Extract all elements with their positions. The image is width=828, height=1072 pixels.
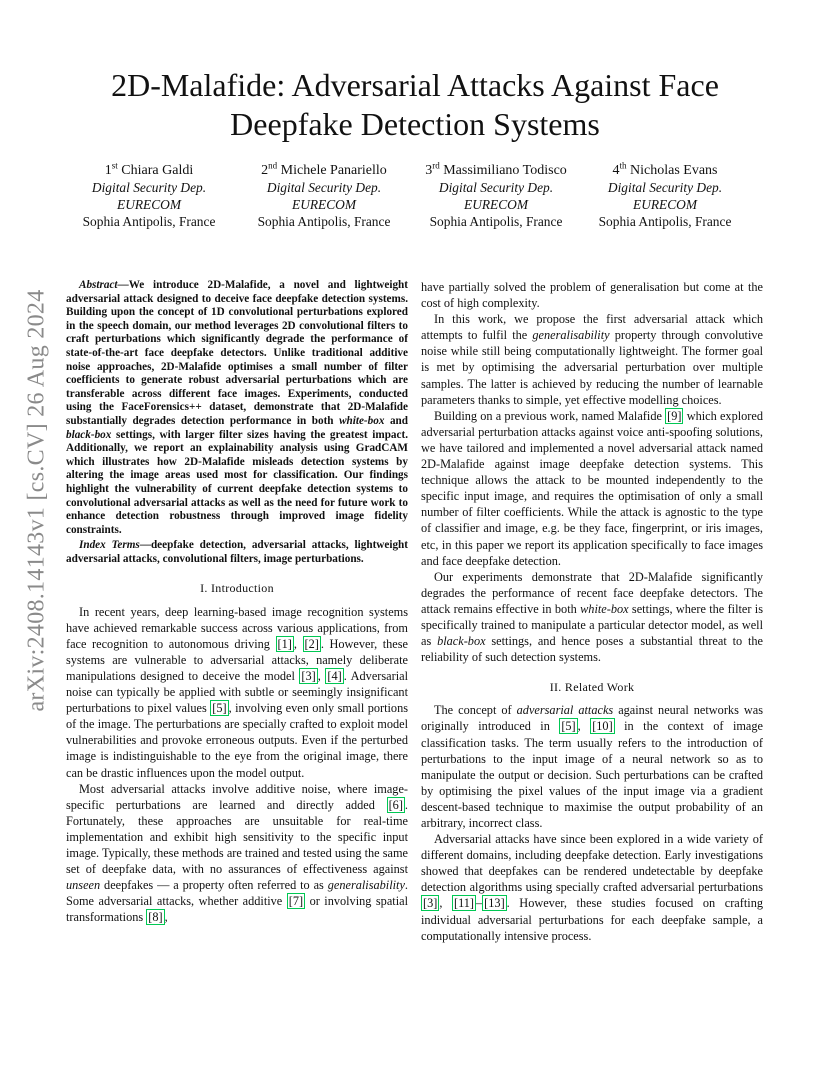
author-ordinal: 4th [612, 160, 627, 178]
author-4 [575, 162, 755, 230]
citation-link[interactable]: [8] [148, 910, 163, 925]
section-heading-introduction: I. Introduction [200, 581, 274, 596]
arxiv-identifier-text: arXiv:2408.14143v1 [cs.CV] 26 Aug 2024 [23, 288, 50, 712]
author-name: Chiara Galdi [121, 163, 194, 178]
author-location: Sophia Antipolis, France [598, 214, 732, 229]
paragraph-continuation: have partially solved the problem of generalisation but come at the cost of high complexity. [421, 280, 763, 311]
abstract: Abstract—We introduce 2D-Malafide, a novel and lightweight adversarial attack designed to deceive face deepfake detection systems. Building upon the concept of 1D convolutional perturbations explored in the speech domain, our method leverages 2D convolutional filters to craft perturbations which significantly degrade the performance of state-of-the-art face deepfake detectors. Unlike traditional additive noise approaches, 2D-Malafide optimises a small number of filter coefficients to generate robust adversarial perturbations which are transferable across different face images. Experiments, conducted using the FaceForensics++ dataset, demonstrate that 2D-Malafide substantially degrades detection performance in both white-box and black-box settings, with larger filter sizes having the greatest impact. Additionally, we report an explainability analysis using GradCAM which illustrates how 2D-Malafide misleads detection systems by altering the image areas used most for classification. Our findings highlight the vulnerability of current deepfake detection systems to convolutional adversarial attacks as well as the need for future work to enhance detection robustness through improved image fidelity constraints. [66, 279, 408, 536]
citation-link[interactable]: [5] [561, 719, 576, 734]
paragraph: In this work, we propose the first adversarial attack which attempts to fulfil the generalisability property through convolutive noise while still being computationally lightweight. The former goal is met by optimising the adversarial perturbation over multiple samples. The latter is achieved by reducing the number of learnable parameters thanks to simple, yet effective modelling choices. [421, 312, 763, 407]
author-institution: EURECOM [633, 197, 697, 212]
author-2 [234, 162, 414, 230]
author-location: Sophia Antipolis, France [429, 214, 563, 229]
citation-link[interactable]: [5] [212, 701, 227, 716]
author-ordinal: 3rd [425, 160, 440, 178]
author-name: Nicholas Evans [630, 163, 718, 178]
paragraph: In recent years, deep learning-based image recognition systems have achieved remarkable success across various applications, from face recognition to autonomous driving [1] , [2] . However, these systems are vulnerable to adversarial attacks, namely deliberate manipulations designed to deceive the model [3] , [4] . Adversarial noise can typically be applied with subtle or seemingly insignificant perturbations to pixel values [5] , involving even only small portions of the image. The perturbations are specially crafted to exploit model vulnerabilities and provoke erroneous outputs. Even if the perturbed image is indistinguishable to the eye from the original image, there can be drastic influences upon the model output. [66, 604, 409, 780]
paragraph: Our experiments demonstrate that 2D-Malafide significantly degrades the performance of recent face deepfake detectors. The attack remains effective in both white-box settings, where the filter is specifically trained to manipulate a particular detector model, as well as black-box settings, and hence poses a substantial threat to the reliability of such detection systems. [421, 569, 763, 665]
author-institution: EURECOM [117, 197, 181, 212]
author-department: Digital Security Dep. [607, 180, 723, 195]
citation-link[interactable]: [6] [388, 797, 403, 812]
citation-link[interactable]: [10] [592, 719, 613, 734]
author-location: Sophia Antipolis, France [257, 214, 391, 229]
author-1 [59, 162, 239, 230]
paragraph: Adversarial attacks have since been explored in a wide variety of different domains, including deepfake detection. Early investigations showed that deepfakes can be rendered undetectable by deepfake detection algorithms using specially crafted adversarial perturbations [3] , [11] – [13] . However, these studies focused on crafting individual adversarial perturbations for each deepfake sample, a computationally intensive process. [421, 832, 763, 943]
arxiv-identifier [22, 270, 52, 730]
author-department: Digital Security Dep. [438, 180, 554, 195]
author-block [60, 162, 770, 234]
citation-link[interactable]: [3] [423, 896, 438, 911]
paragraph: Most adversarial attacks involve additive noise, where image-specific perturbations are learned and directly added [6] . Fortunately, these approaches are unsuitable for real-time implementation and exhibit high sensitivity to the specific input image. Typically, these methods are trained and tested using the same set of deepfake data, with no assurances of effectiveness against unseen deepfakes — a property often referred to as generalisability. Some adversarial attacks, whether additive [7] or involving spatial transformations [8] , [66, 781, 408, 925]
author-ordinal: 1st [104, 160, 118, 178]
author-name: Michele Panariello [280, 163, 387, 178]
paper-title: 2D-Malafide: Adversarial Attacks Against Face Deepfake Detection Systems [111, 67, 719, 142]
section-heading-related-work: II. Related Work [549, 680, 635, 695]
citation-link[interactable]: [13] [484, 896, 505, 911]
left-column [66, 279, 408, 925]
author-department: Digital Security Dep. [91, 180, 207, 195]
citation-link[interactable]: [9] [667, 408, 682, 423]
citation-link[interactable]: [1] [277, 636, 292, 651]
author-3 [406, 162, 586, 230]
citation-link[interactable]: [4] [327, 668, 342, 683]
citation-link[interactable]: [7] [288, 894, 304, 909]
paragraph: Building on a previous work, named Malafide [9] which explored adversarial perturbation attacks against voice anti-spoofing solutions, we have tailored and implemented a novel adversarial attack named 2D-Malafide against image deepfake detection systems. This technique allows the attack to be mounted independently to the specific input image, and requires the optimisation of only a small number of filter coefficients. While the attack is agnostic to the type of classifier and image, e.g. be they face, fingerprint, or iris images, etc, in this paper we report its application specifically to face images and face deepfake detection. [421, 408, 763, 568]
index-terms: Index Terms—deepfake detection, adversarial attacks, lightweight adversarial attacks, convolutional filters, image perturbations. [66, 539, 408, 565]
paragraph: The concept of adversarial attacks against neural networks was originally introduced in [5] , [10] in the context of image classification tasks. The term usually refers to the introduction of perturbations to the input image of a neural network so as to manipulate the output or decision. Such perturbations can be crafted by optimising the pixel values of the input image via a gradient descent-based technique to maximise the output probability of an arbitrary, incorrect class. [421, 703, 763, 830]
citation-link[interactable]: [3] [301, 668, 316, 683]
citation-link[interactable]: [11] [453, 896, 475, 911]
author-location: Sophia Antipolis, France [82, 214, 216, 229]
author-institution: EURECOM [292, 197, 356, 212]
right-column [421, 279, 763, 944]
author-ordinal: 2nd [261, 160, 278, 178]
citation-link[interactable]: [2] [304, 636, 319, 651]
author-name: Massimiliano Todisco [443, 163, 567, 178]
author-department: Digital Security Dep. [266, 180, 382, 195]
author-institution: EURECOM [464, 197, 528, 212]
